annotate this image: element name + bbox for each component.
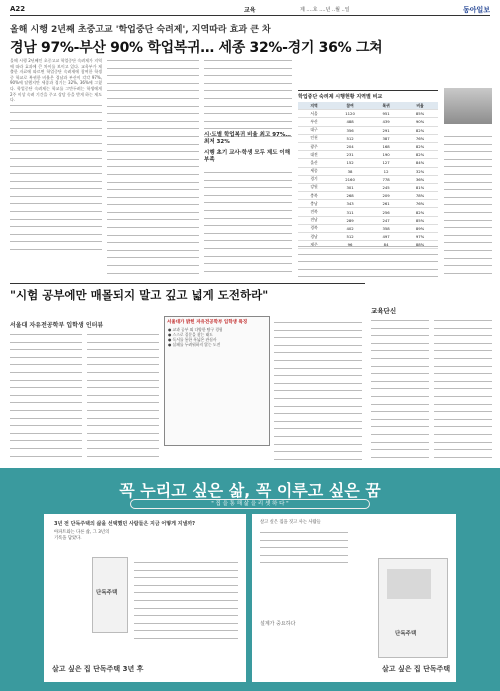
news-brief-column-1 [371,318,429,462]
article-column-2 [107,58,199,278]
table-cell: 84% [402,159,438,167]
article-subhead-1: 시·도별 학업복귀 비율 최고 97%… 최저 32% [204,132,291,145]
table-cell: 36% [402,175,438,183]
news-brief-column-2 [434,318,492,462]
interview-subhead: 서울대 자유전공학부 입학생 인터뷰 [10,322,104,329]
table-cell: 778 [370,175,402,183]
table-row [298,175,438,183]
table-cell: 152 [330,159,370,167]
info-box-item: ● 스스로 질문을 찾는 태도 [168,332,213,337]
table-cell: 82% [402,208,438,216]
table-cell: 168 [370,142,402,150]
table-row [298,159,438,167]
table-cell: 76% [402,134,438,142]
newspaper-logo: 동아일보 [462,6,490,14]
table-cell: 97% [402,233,438,241]
table-cell: 대구 [298,126,330,134]
table-cell: 301 [330,183,370,191]
table-cell: 358 [370,224,402,232]
table-cell: 209 [370,192,402,200]
table-cell: 38 [330,167,370,175]
table-cell: 경북 [298,224,330,232]
table-cell: 경기 [298,175,330,183]
ad-question: 3년 전 단독주택의 삶을 선택했던 사람들은 지금 어떻게 지낼까? [54,521,196,527]
table-cell: 82% [402,126,438,134]
table-row [298,183,438,191]
page-header [10,4,490,16]
table-row [298,200,438,208]
table-cell: 서울 [298,110,330,118]
article-kicker: 올해 시행 2년째 초중고교 '학업중단 숙려제', 지역따라 효과 큰 차 [10,25,271,35]
table-row [298,118,438,126]
table-cell: 세종 [298,167,330,175]
ad-title: 꼭 누리고 싶은 삶, 꼭 이루고 싶은 꿈 [119,481,381,500]
table-cell: 광주 [298,142,330,150]
ad-text-block-2 [260,530,348,570]
article-body: 올해 시행 2년째인 초중고교 학업중단 숙려제가 지역에 따라 효과에 큰 차이를 보이고 있다. 교육부가 제출한 자료에 따르면 학업중단 숙려제에 참여한 학생 중 학교로 복귀한 비율은 경남과 부산이 각각 97%, 90%에 달했지만 세종과 경기는 32%, 36%에 그쳤다. 학업중단 숙려제는 학교를 그만두려는 학생에게 2주 이상 숙려 기간을 주고 상담 등을 받게 하는 제도다. [10,58,102,103]
table-cell: 89% [402,224,438,232]
table-cell: 전북 [298,208,330,216]
table-cell: 84 [370,241,402,249]
table-cell: 부산 [298,118,330,126]
table-header: 복귀 [370,102,402,110]
stats-table [298,90,438,248]
info-box-item: ● 실패를 두려워하지 않는 도전 [168,342,221,347]
table-cell: 12 [370,167,402,175]
interview-column-2 [87,332,159,462]
table-cell: 강원 [298,183,330,191]
table-cell: 경남 [298,233,330,241]
ad-copy: 아파트와는 다른 삶, 그 3년의 기록을 담았다. [54,530,110,541]
table-cell: 402 [330,224,370,232]
article-column-3b [204,170,292,278]
table-cell: 245 [370,183,402,191]
table-cell: 231 [330,151,370,159]
book-title-2: 단독주택 [395,631,417,637]
table-row [298,192,438,200]
table-cell: 512 [330,233,370,241]
region-table [298,102,438,249]
article-below-table [298,244,438,278]
table-cell: 78% [402,192,438,200]
table-cell: 1120 [330,110,370,118]
table-cell: 대전 [298,151,330,159]
table-cell: 127 [370,159,402,167]
book-tagline: 설계가 중요하다 [260,621,296,627]
table-cell: 85% [402,216,438,224]
table-cell: 289 [330,216,370,224]
ad-copy-2: 살고 싶은 집을 짓고 사는 사람들 [260,520,321,525]
table-cell: 76% [402,200,438,208]
table-row [298,126,438,134]
table-cell: 32% [402,167,438,175]
interview-column-3 [274,320,362,462]
table-cell: 제주 [298,241,330,249]
page-number: A22 [10,5,26,13]
table-cell: 인천 [298,134,330,142]
info-box [164,316,270,446]
table-row [298,224,438,232]
table-cell: 전남 [298,216,330,224]
table-cell: 82% [402,151,438,159]
table-cell: 497 [370,233,402,241]
info-box-title: 서울대가 밝힌 자유전공학부 입학생 특징 [167,320,248,325]
table-cell: 356 [330,126,370,134]
table-cell: 311 [330,208,370,216]
article-subhead-2: 시행 초기 교사·학생 모두 제도 이해 부족 [204,150,291,163]
book-title-bottom-2: 살고 싶은 집 단독주택 [382,665,451,673]
table-header: 참여 [330,102,370,110]
table-header: 비율 [402,102,438,110]
table-row [298,151,438,159]
table-cell: 291 [370,126,402,134]
table-cell: 81% [402,183,438,191]
table-row [298,167,438,175]
table-cell: 951 [370,110,402,118]
table-cell: 261 [370,200,402,208]
table-cell: 387 [370,134,402,142]
table-cell: 울산 [298,159,330,167]
table-cell: 247 [370,216,402,224]
table-cell: 268 [330,192,370,200]
table-cell: 90% [402,118,438,126]
table-cell: 190 [370,151,402,159]
table-row [298,208,438,216]
table-row [298,134,438,142]
info-box-item: ● 교과 공부 외 다양한 탐구 경험 [168,327,223,332]
info-box-item: ● 독서를 통한 폭넓은 관심사 [168,337,217,342]
table-row [298,233,438,241]
house-illustration [387,569,431,599]
section-label: 교육 [244,7,256,14]
table-row [298,110,438,118]
table-cell: 488 [330,118,370,126]
table-cell: 88% [402,241,438,249]
interview-column-1 [10,332,82,462]
issue-date: 제 ....호 ....년 ..월 ..일 [300,7,350,13]
book-cover-2 [378,558,448,658]
table-cell: 충북 [298,192,330,200]
article-column-1 [10,58,102,278]
table-row [298,216,438,224]
table-cell: 512 [330,134,370,142]
book-cover-1 [92,557,128,633]
ad-subtitle: " 집 을 통 해 삶 을 리 셋 하 다 " [130,499,370,509]
interview-headline: "시험 공부에만 매몰되지 말고 깊고 넓게 도전하라" [10,283,365,303]
article-headline: 경남 97%-부산 90% 학업복귀… 세종 32%-경기 36% 그쳐 [10,40,383,56]
table-cell: 439 [370,118,402,126]
book-title-1: 단독주택 [96,590,118,596]
news-brief-title: 교육단신 [371,307,397,315]
table-row [298,142,438,150]
table-header: 지역 [298,102,330,110]
ad-text-block-1 [134,560,238,650]
table-cell: 343 [330,200,370,208]
table-cell: 204 [330,142,370,150]
table-title: 학업중단 숙려제 시행현황 지역별 비교 [298,94,383,100]
table-cell: 2160 [330,175,370,183]
table-header-row [298,102,438,110]
article-right-column-1 [444,134,492,274]
book-title-bottom: 살고 싶은 집 단독주택 3년 후 [52,665,144,673]
table-cell: 96 [330,241,370,249]
reporter-photo [444,88,492,124]
table-cell: 256 [370,208,402,216]
table-cell: 85% [402,110,438,118]
table-cell: 82% [402,142,438,150]
table-cell: 충남 [298,200,330,208]
